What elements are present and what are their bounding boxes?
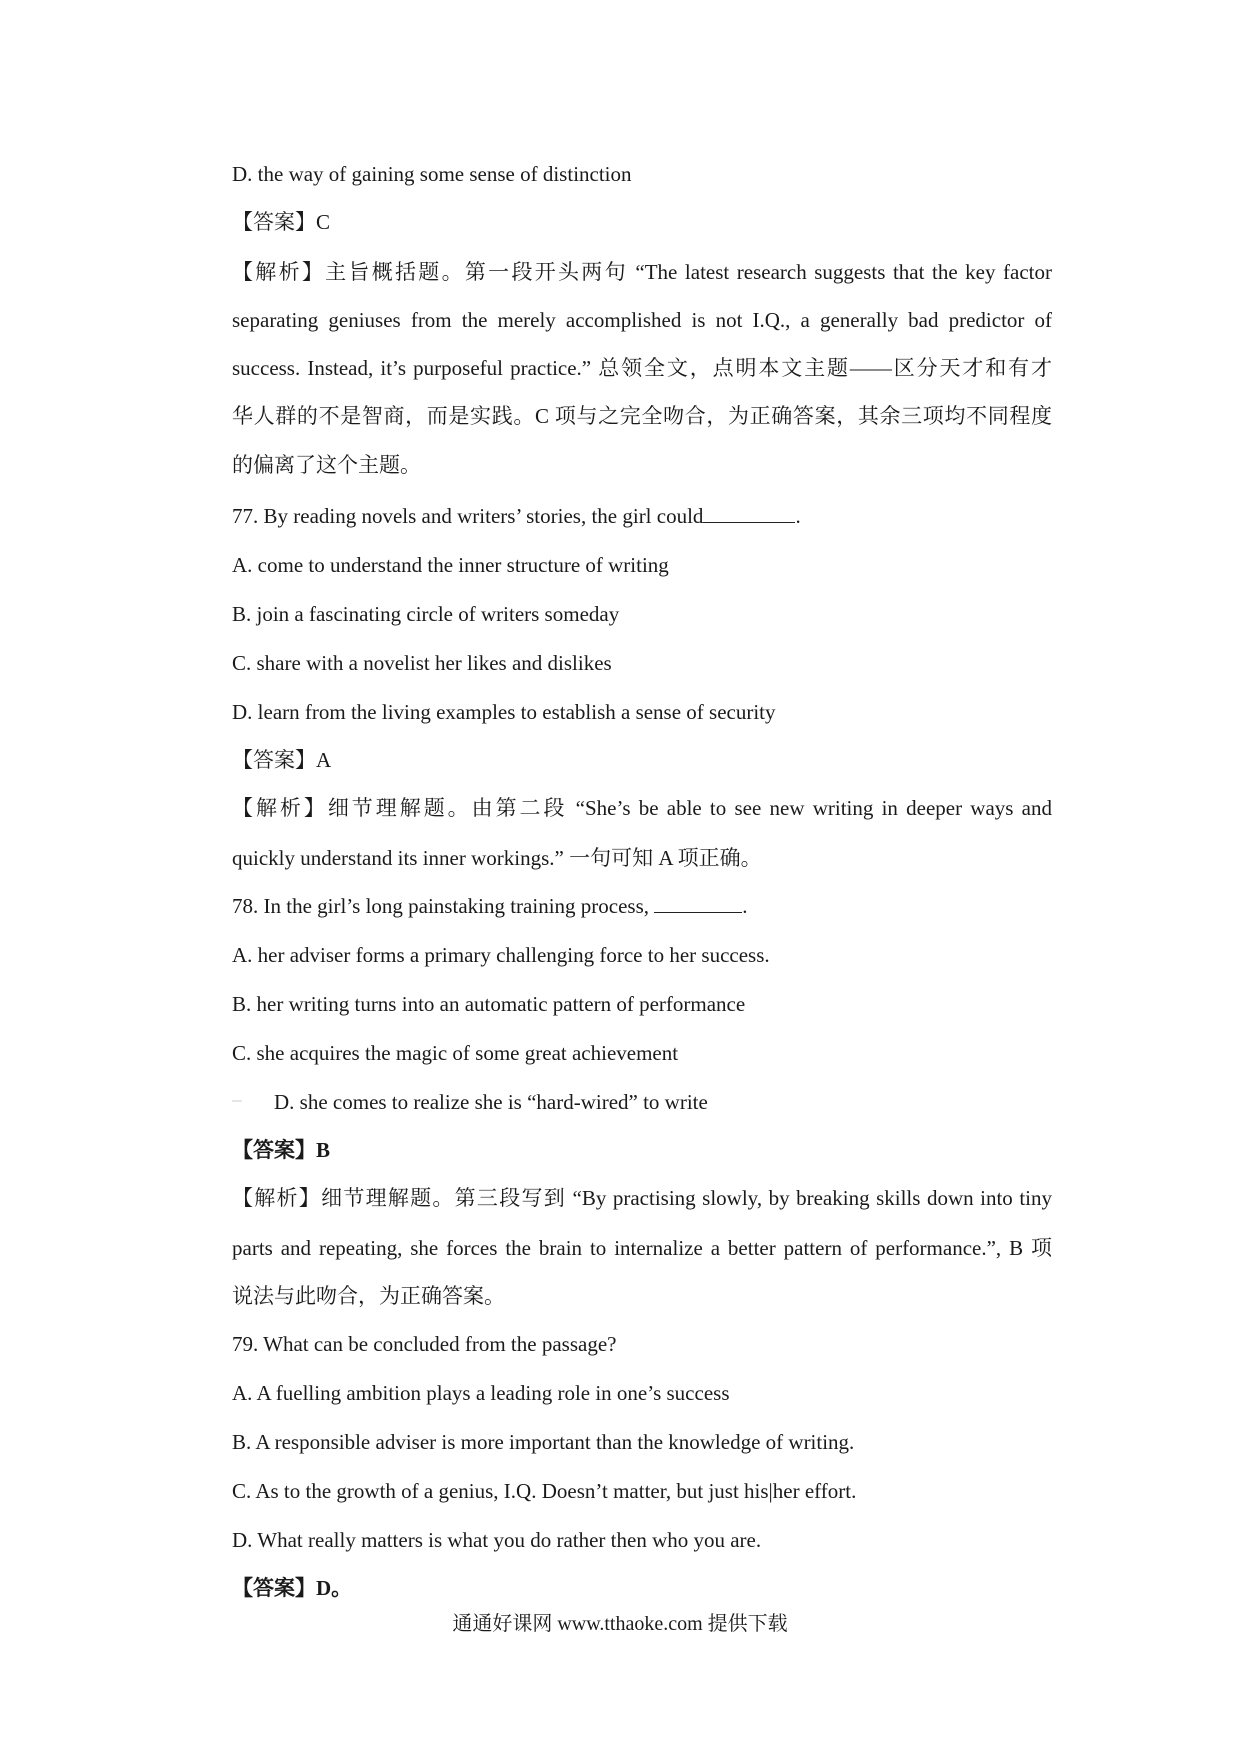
answer-76: 【答案】C (232, 210, 331, 234)
analysis-77-line-1: 【解析】细节理解题。由第二段 “She’s be able to see new writing in deeper ways and (232, 796, 1052, 820)
option-79-c: C. As to the growth of a genius, I.Q. Doesn’t matter, but just his|her effort. (232, 1479, 857, 1503)
option-78-b: B. her writing turns into an automatic pattern of performance (232, 992, 746, 1016)
option-78-d: D. she comes to realize she is “hard-wired” to write (274, 1090, 708, 1114)
question-79: 79. What can be concluded from the passage? (232, 1332, 617, 1356)
option-77-c: C. share with a novelist her likes and dislikes (232, 651, 612, 675)
question-78-end: . (742, 894, 748, 918)
scan-mark (232, 1100, 242, 1102)
option-79-b: B. A responsible adviser is more important than the knowledge of writing. (232, 1430, 855, 1454)
option-78-c: C. she acquires the magic of some great achievement (232, 1041, 679, 1065)
answer-78: 【答案】B (232, 1138, 331, 1162)
analysis-78-line-3: 说法与此吻合，为正确答案。 (232, 1284, 505, 1308)
page-footer: 通通好课网 www.tthaoke.com 提供下载 (452, 1613, 788, 1635)
option-77-d: D. learn from the living examples to establish a sense of security (232, 700, 776, 724)
question-77 (232, 502, 1052, 530)
analysis-76-line-4: 华人群的不是智商，而是实践。C 项与之完全吻合，为正确答案，其余三项均不同程度 (232, 404, 1052, 428)
option-78-a: A. her adviser forms a primary challenging force to her success. (232, 943, 770, 967)
analysis-78-line-2: parts and repeating, she forces the brain to internalize a better pattern of performance.”, B 项 (232, 1236, 1052, 1260)
analysis-77-line-2: quickly understand its inner workings.” 一句可知 A 项正确。 (232, 846, 762, 870)
analysis-76-line-2: separating geniuses from the merely accomplished is not I.Q., a generally bad predictor of (232, 308, 1052, 332)
analysis-76-line-5: 的偏离了这个主题。 (232, 453, 421, 477)
analysis-78-line-1: 【解析】细节理解题。第三段写到 “By practising slowly, by breaking skills down into tiny (232, 1186, 1052, 1210)
option-79-d: D. What really matters is what you do rather then who you are. (232, 1528, 762, 1552)
answer-blank (703, 522, 795, 523)
answer-blank (654, 912, 742, 913)
option-79-a: A. A fuelling ambition plays a leading role in one’s success (232, 1381, 730, 1405)
option-77-b: B. join a fascinating circle of writers someday (232, 602, 620, 626)
analysis-76-line-3: success. Instead, it’s purposeful practice.” 总领全文，点明本文主题——区分天才和有才 (232, 356, 1052, 380)
question-78 (232, 892, 1052, 920)
question-77-text: 77. By reading novels and writers’ stories, the girl could (232, 504, 704, 528)
answer-77: 【答案】A (232, 748, 332, 772)
question-77-end: . (795, 504, 801, 528)
option-77-a: A. come to understand the inner structure of writing (232, 553, 669, 577)
analysis-76-line-1: 【解析】主旨概括题。第一段开头两句 “The latest research suggests that the key factor (232, 260, 1052, 284)
option-76-d: D. the way of gaining some sense of distinction (232, 162, 632, 186)
answer-79: 【答案】D。 (232, 1576, 353, 1600)
question-78-text: 78. In the girl’s long painstaking training process, (232, 894, 650, 918)
